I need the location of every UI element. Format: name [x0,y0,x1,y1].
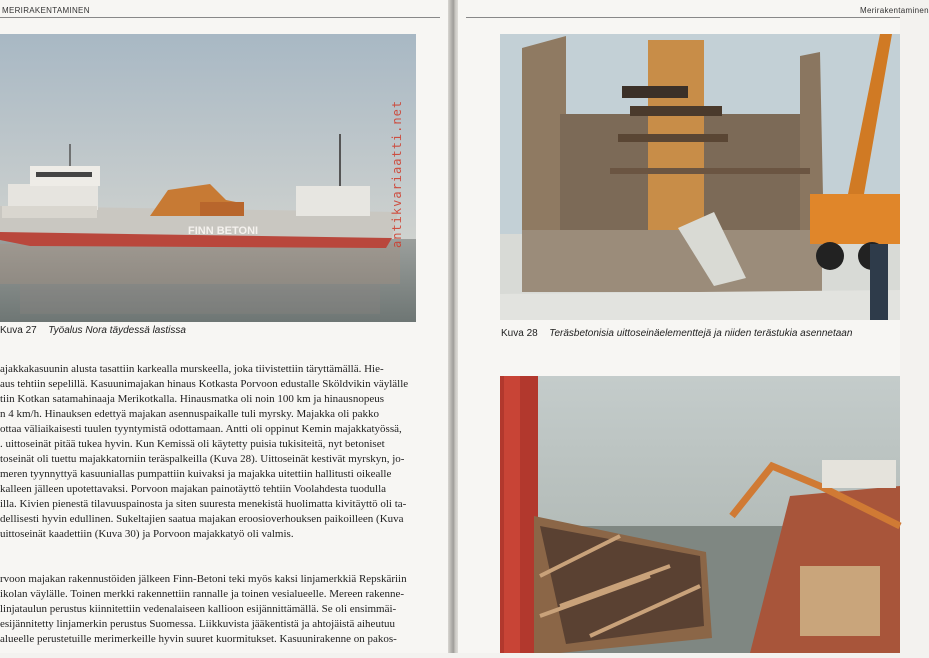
paragraph-1 [0,362,440,562]
figure-27-text: Työalus Nora täydessä lastissa [48,325,186,336]
right-page [458,0,929,653]
running-head-right: Merirakentaminen [860,6,929,15]
barge-photo [500,376,900,653]
ship-photo [0,34,416,322]
hull-lettering: FINN BETONI [188,225,259,237]
watermark: antikvariaatti.net [390,99,404,248]
header-rule-right [466,17,900,18]
figure-27-caption [0,325,186,336]
text-line: ajakkakasuunin alusta tasattiin karkealla murskeella, joka tiivistettiin täryttämällä. Hie- [0,363,384,375]
text-line: . uittoseinät pitää tukea hyvin. Kun Kemissä oli käytetty puisia tukisiteitä, nyt betoniset [0,438,385,450]
text-line: uittoseinät kaadettiin (Kuva 30) ja Porvoon majakkatyö oli valmis. [0,528,294,540]
text-line: kalleen jälleen upotettavaksi. Porvoon majakan painotäyttö tehtiin Voolahdesta tuodulla [0,483,387,495]
text-line: alueelle perustetuille merimerkeille hyvin suuret kuormitukset. Kasuunirakenne on pakos- [0,633,397,645]
figure-28-number: Kuva 28 [501,328,538,339]
construction-photo [500,34,900,320]
running-head-left: MERIRAKENTAMINEN [2,6,90,15]
text-line: dellisesti hyvin edullinen. Sukeltajien saatua majakan eroosioverhouksen paikoilleen (Kuva [0,513,404,525]
text-line: rvoon majakan rakennustöiden jälkeen Finn-Betoni teki myös kaksi linjamerkkiä Repskäriin [0,573,407,585]
construction-illustration [500,34,900,320]
ship-illustration [0,34,416,322]
header-rule-left [0,17,440,18]
figure-28-caption [501,328,852,339]
barge-illustration [500,376,900,653]
paragraph-2 [0,572,440,652]
figure-27-number: Kuva 27 [0,325,37,336]
text-line: ottaa väliaikaisesti tuulen tyyntymistä odottamaan. Antti oli oppinut Kemin majakkatyössä, [0,423,402,435]
text-line: meren tyynnyttyä kasuuniallas pumpattiin kuivaksi ja majakka uitettiin hallitusti oikealle [0,468,392,480]
text-line: aus tehtiin sepelillä. Kasuunimajakan hinaus Kotkasta Porvoon edustalle Sköldvikin väylälle [0,378,409,390]
text-line: linjataulun perustus kiinnitettiin vedenalaiseen kallioon esijännittämällä. Se oli ensimmäi- [0,603,397,615]
text-line: n 4 km/h. Hinauksen edettyä majakan asennuspaikalle tuli myrsky. Majakka oli pakko [0,408,380,420]
text-line: ikolan väylälle. Toinen merkki rakennettiin rannalle ja toinen vesialueelle. Mereen rakenne- [0,588,405,600]
figure-28-text: Teräsbetonisia uittoseinäelementtejä ja niiden terästukia asennetaan [549,328,853,339]
text-line: tiin Kotkan satamahinaaja Merikotkalla. Hinausmatka oli noin 100 km ja hinausnopeus [0,393,385,405]
text-line: toseinät oli tuettu majakkatorniin teräspalkeilla (Kuva 28). Uittoseinät kestivät myrskyn, jo- [0,453,405,465]
text-line: illa. Kivien pienestä tilavuuspainosta ja siten suuresta menekistä huolimatta kivitäyttö oli ta- [0,498,407,510]
text-line: esijännitetty linjamerkin perustus Suomessa. Liikkuvista jääkentistä ja ahtojäistä aiheutuu [0,618,395,630]
left-page [0,0,450,653]
